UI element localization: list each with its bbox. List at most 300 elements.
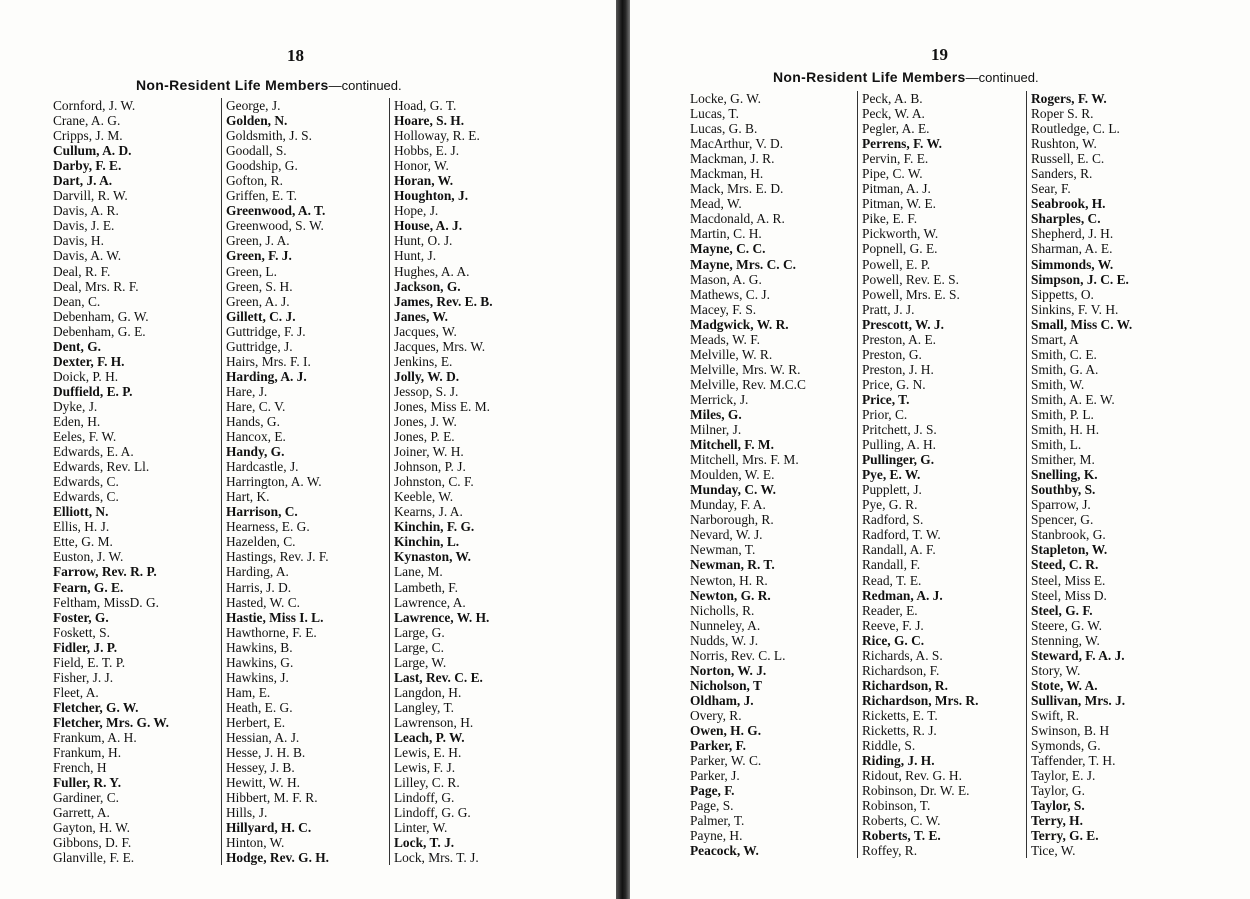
member-entry: Sparrow, J. (1031, 497, 1091, 513)
member-entry: George, J. (226, 98, 281, 113)
member-entry: Hawkins, G. (226, 654, 294, 670)
member-entry: Hills, J. (226, 805, 268, 821)
member-entry: Palmer, T. (690, 813, 745, 829)
member-entry: Snelling, K. (1031, 467, 1098, 483)
member-entry: Terry, G. E. (1031, 828, 1099, 844)
member-entry: Oldham, J. (690, 692, 754, 708)
member-entry: Hawthorne, F. E. (226, 624, 317, 640)
member-entry: Gillett, C. J. (226, 308, 296, 324)
member-entry: Dean, C. (53, 293, 101, 309)
member-entry: Eeles, F. W. (53, 429, 117, 445)
member-entry: Hazelden, C. (226, 534, 296, 550)
member-entry: Hawkins, B. (226, 639, 293, 655)
member-entry: Feltham, MissD. G. (53, 594, 160, 610)
member-entry: Richardson, F. (862, 662, 940, 678)
member-entry: Nudds, W. J. (690, 632, 759, 648)
member-entry: Hunt, O. J. (394, 233, 453, 249)
member-entry: Miles, G. (690, 406, 742, 422)
member-entry: Roffey, R. (862, 843, 918, 859)
member-entry: Guttridge, F. J. (226, 323, 306, 339)
member-entry: Mason, A. G. (690, 271, 762, 287)
member-entry: Goldsmith, J. S. (226, 128, 312, 144)
member-entry: Houghton, J. (394, 188, 469, 204)
member-entry: Cullum, A. D. (53, 143, 132, 159)
member-entry: Merrick, J. (690, 391, 749, 407)
member-entry: Harris, J. D. (226, 579, 292, 595)
member-entry: Holloway, R. E. (394, 128, 480, 144)
member-entry: Ridout, Rev. G. H. (862, 768, 962, 784)
right-page (630, 0, 1250, 899)
member-entry: Foskett, S. (53, 624, 110, 640)
member-entry: Page, S. (690, 798, 734, 814)
member-entry: Hands, G. (226, 413, 280, 429)
member-entry: Fletcher, Mrs. G. W. (53, 714, 169, 730)
member-entry: Gardiner, C. (53, 790, 120, 806)
member-entry: Meads, W. F. (690, 331, 760, 347)
member-entry: Joiner, W. H. (394, 444, 464, 460)
member-entry: MacArthur, V. D. (690, 136, 784, 152)
member-entry: Page, F. (690, 783, 735, 799)
member-entry: Parker, F. (690, 738, 746, 754)
member-entry: Preston, G. (862, 346, 922, 362)
member-entry: Locke, G. W. (690, 91, 762, 106)
member-entry: Fletcher, G. W. (53, 699, 139, 715)
member-entry: Glanville, F. E. (53, 850, 135, 866)
member-entry: Frankum, A. H. (53, 729, 137, 745)
member-entry: Richards, A. S. (862, 647, 943, 663)
member-entry: Nicholson, T (690, 677, 762, 693)
member-entry: Popnell, G. E. (862, 241, 938, 257)
member-entry: Peck, A. B. (862, 91, 923, 106)
member-entry: Debenham, G. W. (53, 308, 149, 324)
member-entry: Powell, Mrs. E. S. (862, 286, 960, 302)
member-entry: Melville, Mrs. W. R. (690, 361, 801, 377)
member-entry: Harrison, C. (226, 504, 298, 520)
member-entry: Harding, A. (226, 564, 289, 580)
member-entry: Newton, G. R. (690, 587, 771, 603)
member-entry: Payne, H. (690, 828, 743, 844)
member-entry: Robinson, T. (862, 798, 931, 814)
member-entry: Powell, Rev. E. S. (862, 271, 959, 287)
heading-suffix: —continued. (328, 78, 402, 93)
member-entry: Sinkins, F. V. H. (1031, 301, 1119, 317)
member-entry: Steere, G. W. (1031, 617, 1103, 633)
member-entry: Davis, H. (53, 233, 104, 249)
member-entry: Linter, W. (394, 820, 448, 836)
member-entry: Radford, T. W. (862, 527, 941, 543)
member-entry: Southby, S. (1031, 482, 1096, 498)
member-entry: Hastie, Miss I. L. (226, 609, 324, 625)
member-entry: Rushton, W. (1031, 136, 1097, 152)
member-entry: Fleet, A. (53, 684, 99, 700)
member-entry: Green, J. A. (226, 233, 290, 249)
member-entry: Hart, K. (226, 489, 270, 505)
member-entry: Taylor, E. J. (1031, 768, 1096, 784)
member-entry: Smither, M. (1031, 452, 1095, 468)
member-entry: Riding, J. H. (862, 753, 935, 769)
member-entry: Steed, C. R. (1031, 557, 1099, 573)
member-entry: Lilley, C. R. (394, 775, 460, 791)
member-entry: Mead, W. (690, 196, 742, 212)
member-entry: Last, Rev. C. E. (394, 669, 483, 685)
member-entry: Davis, A. R. (53, 203, 119, 219)
member-entry: Pupplett, J. (862, 482, 922, 498)
member-entry: Milner, J. (690, 422, 742, 438)
member-entry: Hancox, E. (226, 429, 286, 445)
member-entry: Pulling, A. H. (862, 437, 937, 453)
member-entry: Randall, A. F. (862, 542, 936, 558)
member-entry: Jessop, S. J. (394, 383, 459, 399)
member-entry: Smith, H. H. (1031, 422, 1100, 438)
member-entry: Hasted, W. C. (226, 594, 301, 610)
section-heading (136, 77, 402, 95)
member-entry: Hoad, G. T. (394, 98, 457, 113)
member-entry: Smith, L. (1031, 437, 1082, 453)
member-entry: Pye, E. W. (862, 467, 921, 483)
page-number: 19 (931, 45, 948, 64)
member-entry: Green, A. J. (226, 293, 290, 309)
page-number: 18 (287, 46, 304, 65)
member-entry: Jenkins, E. (394, 353, 453, 369)
member-entry: Stenning, W. (1031, 632, 1100, 648)
member-entry: Eden, H. (53, 413, 101, 429)
member-entry: Fuller, R. Y. (53, 775, 122, 791)
member-entry: Madgwick, W. R. (690, 316, 789, 332)
member-entry: Norris, Rev. C. L. (690, 647, 786, 663)
member-entry: Golden, N. (226, 113, 288, 129)
member-entry: Davis, A. W. (53, 248, 122, 264)
member-entry: Griffen, E. T. (226, 188, 298, 204)
member-entry: Heath, E. G. (226, 699, 293, 715)
member-entry: Stapleton, W. (1031, 542, 1108, 558)
member-entry: Hessey, J. B. (226, 760, 295, 776)
member-entry: Pickworth, W. (862, 226, 939, 242)
member-entry: Mackman, J. R. (690, 151, 775, 167)
member-entry: Large, C. (394, 639, 444, 655)
member-entry: Parker, W. C. (690, 753, 762, 769)
member-entry: Duffield, E. P. (53, 383, 133, 399)
member-entry: Hibbert, M. F. R. (226, 790, 318, 806)
name-column (389, 98, 493, 865)
member-entry: Reeve, F. J. (862, 617, 924, 633)
member-entry: James, Rev. E. B. (394, 293, 493, 309)
member-entry: Mackman, H. (690, 166, 764, 182)
member-entry: Edwards, Rev. Ll. (53, 459, 150, 475)
member-entry: Lindoff, G. G. (394, 805, 471, 821)
member-entry: Newman, T. (690, 542, 756, 558)
member-entry: Mack, Mrs. E. D. (690, 181, 784, 197)
member-entry: Pegler, A. E. (862, 121, 930, 137)
member-entry: Lambeth, F. (394, 579, 459, 595)
member-entry: Story, W. (1031, 662, 1081, 678)
member-entry: Sharples, C. (1031, 211, 1101, 227)
member-entry: Preston, J. H. (862, 361, 934, 377)
member-entry: Crane, A. G. (53, 113, 121, 129)
member-entry: Sippetts, O. (1031, 286, 1094, 302)
member-entry: Kearns, J. A. (394, 504, 463, 520)
name-column (857, 91, 978, 858)
member-entry: Simpson, J. C. E. (1031, 271, 1129, 287)
member-entry: Ricketts, R. J. (862, 722, 937, 738)
member-entry: Reader, E. (862, 602, 918, 618)
member-entry: Swinson, B. H (1031, 722, 1110, 738)
member-entry: Darby, F. E. (53, 158, 122, 174)
member-entry: Large, G. (394, 624, 445, 640)
member-entry: Kinchin, F. G. (394, 519, 475, 535)
member-entry: Fearn, G. E. (53, 579, 124, 595)
member-entry: Doick, P. H. (53, 368, 119, 384)
member-entry: Smart, A (1031, 331, 1079, 347)
member-entry: Lock, T. J. (394, 835, 455, 851)
member-entry: Overy, R. (690, 707, 742, 723)
member-entry: Nicholls, R. (690, 602, 755, 618)
member-entry: Robinson, Dr. W. E. (862, 783, 970, 799)
member-entry: Prior, C. (862, 406, 908, 422)
member-entry: Nunneley, A. (690, 617, 761, 633)
member-entry: Jones, Miss E. M. (394, 398, 490, 414)
member-entry: Kynaston, W. (394, 549, 472, 565)
member-entry: Johnston, C. F. (394, 474, 474, 490)
member-entry: Pye, G. R. (862, 497, 918, 513)
member-entry: Steel, Miss E. (1031, 572, 1106, 588)
member-entry: Richardson, Mrs. R. (862, 692, 979, 708)
member-entry: Norton, W. J. (690, 662, 767, 678)
member-entry: Debenham, G. E. (53, 323, 146, 339)
member-entry: Roberts, C. W. (862, 813, 941, 829)
member-entry: Lucas, T. (690, 106, 739, 122)
member-entry: Lock, Mrs. T. J. (394, 850, 479, 866)
member-entry: Lucas, G. B. (690, 121, 758, 137)
member-entry: Elliott, N. (53, 504, 109, 520)
member-entry: Lawrence, A. (394, 594, 466, 610)
member-entry: Sullivan, Mrs. J. (1031, 692, 1126, 708)
member-entry: Greenwood, S. W. (226, 218, 324, 234)
heading-title: Non-Resident Life Members (773, 69, 966, 85)
member-entry: Steel, G. F. (1031, 602, 1093, 618)
member-entry: Price, T. (862, 391, 910, 407)
member-entry: Pike, E. F. (862, 211, 918, 227)
member-entry: Roberts, T. E. (862, 828, 941, 844)
member-entry: Munday, F. A. (690, 497, 766, 513)
member-entry: Hare, J. (226, 383, 268, 399)
member-entry: Sanders, R. (1031, 166, 1093, 182)
member-entry: Parker, J. (690, 768, 740, 784)
member-entry: Lewis, E. H. (394, 745, 462, 761)
member-entry: Herbert, E. (226, 714, 286, 730)
member-entry: Jackson, G. (394, 278, 461, 294)
member-entry: Melville, W. R. (690, 346, 773, 362)
member-entry: Jolly, W. D. (394, 368, 460, 384)
member-entry: Stote, W. A. (1031, 677, 1098, 693)
member-entry: French, H (53, 760, 107, 776)
left-page (0, 0, 616, 899)
member-entry: Symonds, G. (1031, 738, 1101, 754)
member-entry: Newman, R. T. (690, 557, 775, 573)
member-entry: Jacques, W. (394, 323, 457, 339)
member-entry: Smith, P. L. (1031, 406, 1094, 422)
heading-title: Non-Resident Life Members (136, 77, 329, 93)
member-entry: Russell, E. C. (1031, 151, 1105, 167)
member-entry: Radford, S. (862, 512, 924, 528)
member-entry: Melville, Rev. M.C.C (690, 376, 806, 392)
member-entry: Hoare, S. H. (394, 113, 465, 129)
member-entry: Mathews, C. J. (690, 286, 770, 302)
member-entry: Hardcastle, J. (226, 459, 299, 475)
name-column (690, 91, 806, 858)
member-entry: Sharman, A. E. (1031, 241, 1113, 257)
member-entry: Edwards, C. (53, 489, 119, 505)
member-entry: Dexter, F. H. (53, 353, 125, 369)
member-entry: Green, F. J. (226, 248, 292, 264)
member-entry: Horan, W. (394, 173, 454, 189)
member-entry: Sear, F. (1031, 181, 1071, 197)
member-entry: Smith, W. (1031, 376, 1085, 392)
member-entry: Harrington, A. W. (226, 474, 322, 490)
member-entry: Kinchin, L. (394, 534, 460, 550)
member-entry: Swift, R. (1031, 707, 1079, 723)
member-entry: Smith, G. A. (1031, 361, 1099, 377)
member-entry: Rogers, F. W. (1031, 91, 1107, 106)
member-entry: Powell, E. P. (862, 256, 931, 272)
member-entry: Harding, A. J. (226, 368, 307, 384)
member-entry: Perrens, F. W. (862, 136, 942, 152)
member-entry: Green, S. H. (226, 278, 293, 294)
member-entry: Hewitt, W. H. (226, 775, 301, 791)
name-column (221, 98, 329, 865)
member-entry: Mitchell, Mrs. F. M. (690, 452, 799, 468)
member-entry: Macdonald, A. R. (690, 211, 785, 227)
member-entry: Pipe, C. W. (862, 166, 923, 182)
member-entry: Smith, C. E. (1031, 346, 1097, 362)
member-entry: Price, G. N. (862, 376, 926, 392)
member-entry: Pervin, F. E. (862, 151, 929, 167)
member-entry: Owen, H. G. (690, 722, 762, 738)
member-entry: Randall, F. (862, 557, 921, 573)
member-entry: Terry, H. (1031, 813, 1083, 829)
member-entry: Roper S. R. (1031, 106, 1094, 122)
member-entry: Guttridge, J. (226, 338, 293, 354)
member-entry: Mayne, Mrs. C. C. (690, 256, 796, 272)
member-entry: Lewis, F. J. (394, 760, 456, 776)
member-entry: Shepherd, J. H. (1031, 226, 1114, 242)
member-entry: Pritchett, J. S. (862, 422, 937, 438)
member-entry: Narborough, R. (690, 512, 774, 528)
member-entry: Dart, J. A. (53, 173, 113, 189)
member-entry: Green, L. (226, 263, 277, 279)
member-entry: Hillyard, H. C. (226, 820, 312, 836)
member-entry: Newton, H. R. (690, 572, 768, 588)
member-entry: Ham, E. (226, 684, 271, 700)
member-entry: Leach, P. W. (394, 729, 465, 745)
member-entry: Hodge, Rev. G. H. (226, 850, 330, 866)
member-entry: Macey, F. S. (690, 301, 757, 317)
member-entry: Hessian, A. J. (226, 729, 300, 745)
member-entry: Honor, W. (394, 158, 449, 174)
member-entry: Keeble, W. (394, 489, 454, 505)
member-entry: Edwards, E. A. (53, 444, 134, 460)
member-entry: Spencer, G. (1031, 512, 1094, 528)
member-entry: Hare, C. V. (226, 398, 286, 414)
member-entry: Langley, T. (394, 699, 454, 715)
member-entry: Pitman, A. J. (862, 181, 931, 197)
member-entry: Large, W. (394, 654, 447, 670)
member-entry: Darvill, R. W. (53, 188, 128, 204)
member-entry: Johnson, P. J. (394, 459, 466, 475)
member-entry: Prescott, W. J. (862, 316, 944, 332)
member-entry: Garrett, A. (53, 805, 110, 821)
member-entry: Janes, W. (394, 308, 448, 324)
member-entry: Jones, P. E. (394, 429, 455, 445)
member-entry: Edwards, C. (53, 474, 119, 490)
member-entry: Mayne, C. C. (690, 241, 766, 257)
member-entry: Martin, C. H. (690, 226, 762, 242)
member-entry: Ellis, H. J. (53, 519, 110, 535)
member-entry: Seabrook, H. (1031, 196, 1106, 212)
member-entry: Munday, C. W. (690, 482, 776, 498)
member-entry: Ricketts, E. T. (862, 707, 938, 723)
member-entry: Richardson, R. (862, 677, 948, 693)
member-entry: Hobbs, E. J. (394, 143, 460, 159)
member-entry: Hunt, J. (394, 248, 437, 264)
member-entry: Gayton, H. W. (53, 820, 130, 836)
member-entry: Tice, W. (1031, 843, 1076, 859)
member-entry: Field, E. T. P. (53, 654, 126, 670)
member-entry: Routledge, C. L. (1031, 121, 1120, 137)
member-entry: Lindoff, G. (394, 790, 455, 806)
member-entry: Dent, G. (53, 338, 101, 354)
member-entry: Gofton, R. (226, 173, 283, 189)
member-entry: Small, Miss C. W. (1031, 316, 1133, 332)
member-entry: Fisher, J. J. (53, 669, 114, 685)
member-entry: Langdon, H. (394, 684, 462, 700)
member-entry: Cripps, J. M. (53, 128, 123, 144)
member-entry: Foster, G. (53, 609, 109, 625)
member-entry: Lane, M. (394, 564, 443, 580)
member-entry: Goodship, G. (226, 158, 298, 174)
member-entry: House, A. J. (394, 218, 463, 234)
member-entry: Hawkins, J. (226, 669, 289, 685)
member-entry: Farrow, Rev. R. P. (53, 564, 157, 580)
name-column (53, 98, 169, 865)
member-entry: Cornford, J. W. (53, 98, 136, 113)
member-entry: Hairs, Mrs. F. I. (226, 353, 311, 369)
member-entry: Ette, G. M. (53, 534, 113, 550)
member-entry: Rice, G. C. (862, 632, 925, 648)
member-entry: Lawrenson, H. (394, 714, 474, 730)
member-entry: Deal, Mrs. R. F. (53, 278, 139, 294)
member-entry: Hinton, W. (226, 835, 285, 851)
member-entry: Davis, J. E. (53, 218, 115, 234)
book-spine (616, 0, 630, 899)
member-entry: Taylor, G. (1031, 783, 1085, 799)
member-entry: Hearness, E. G. (226, 519, 310, 535)
member-entry: Taylor, S. (1031, 798, 1085, 814)
name-column (1026, 91, 1132, 858)
member-entry: Moulden, W. E. (690, 467, 775, 483)
member-entry: Taffender, T. H. (1031, 753, 1116, 769)
member-entry: Lawrence, W. H. (394, 609, 490, 625)
member-entry: Pratt, J. J. (862, 301, 915, 317)
member-entry: Read, T. E. (862, 572, 922, 588)
member-entry: Preston, A. E. (862, 331, 937, 347)
member-entry: Hughes, A. A. (394, 263, 470, 279)
member-entry: Euston, J. W. (53, 549, 124, 565)
member-entry: Deal, R. F. (53, 263, 111, 279)
heading-suffix: —continued. (965, 70, 1039, 85)
member-entry: Fidler, J. P. (53, 639, 118, 655)
member-entry: Hastings, Rev. J. F. (226, 549, 329, 565)
member-entry: Smith, A. E. W. (1031, 391, 1115, 407)
